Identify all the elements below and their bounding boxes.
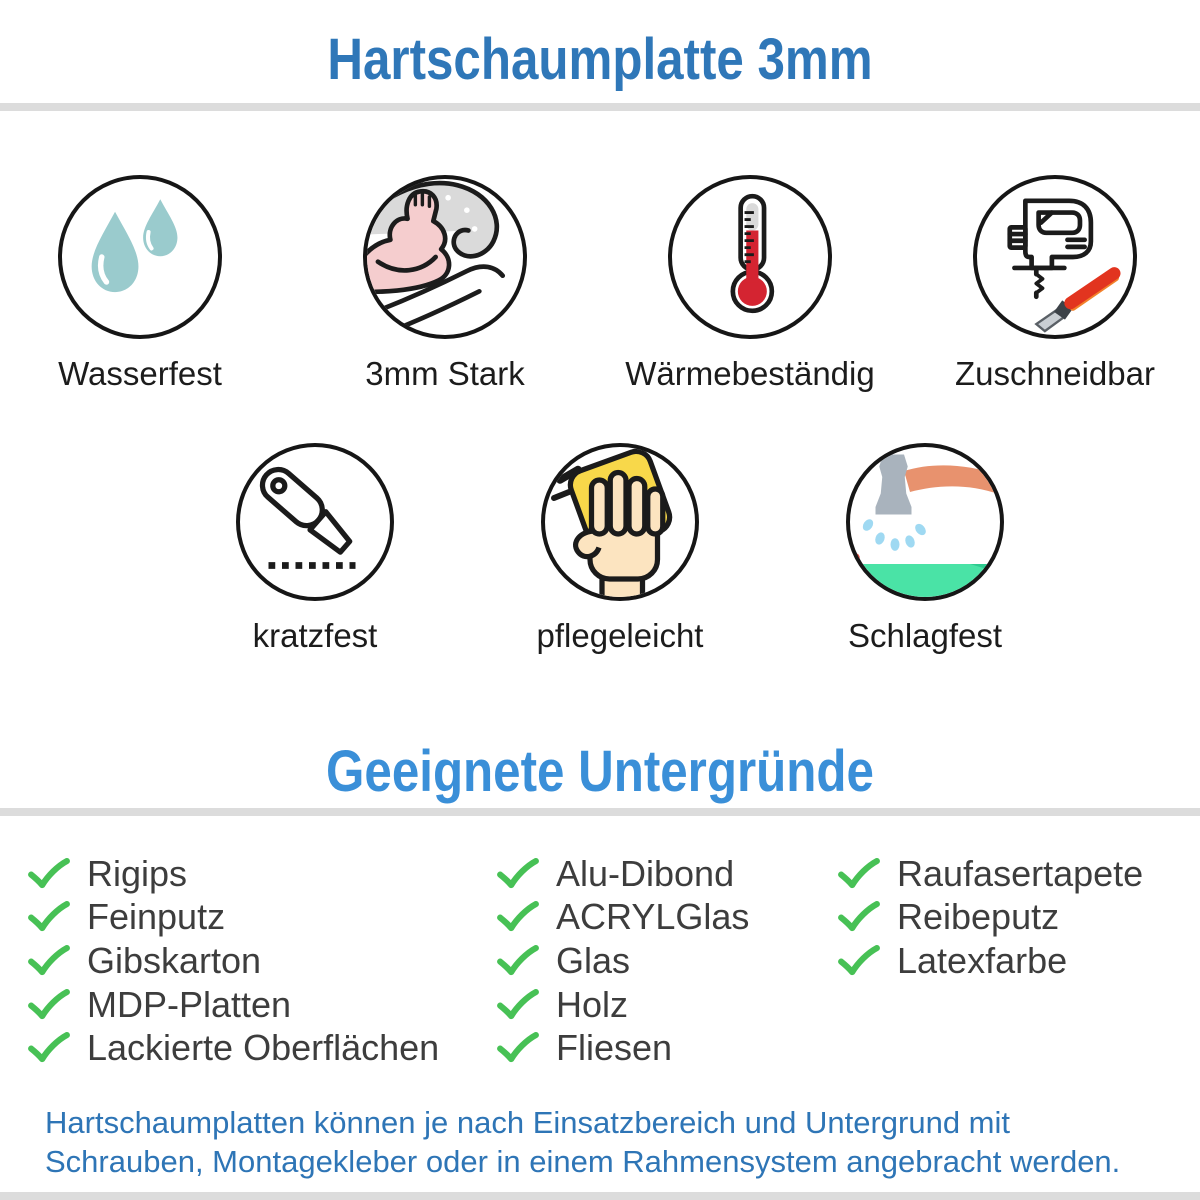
feature-waermebestaendig [610,175,890,393]
feature-schlagfest [785,443,1065,655]
list-item-label: Glas [556,939,631,981]
substrates-lists [0,852,1200,1092]
list-item-label: Rigips [87,852,188,894]
jigsaw-icon [977,179,1133,335]
icon-circle [363,175,527,339]
cleaning-hand-icon [545,447,695,597]
check-icon [497,989,539,1021]
feature-row-1 [0,175,1195,393]
icon-circle [58,175,222,339]
feature-wasserfest [0,175,280,393]
list-item-label: ACRYLGlas [556,896,750,938]
check-icon [28,945,70,977]
feature-label: Zuschneidbar [955,355,1155,392]
substrates-title: Geeignete Untergründe [326,739,874,804]
check-icon [497,901,539,933]
list-item-label: Feinputz [87,896,226,938]
feature-label: 3mm Stark [365,355,525,392]
substrates-column-3 [838,852,1143,983]
mounting-note-line-1: Hartschaumplatten können je nach Einsatzbereich und Untergrund mit [45,1105,1010,1140]
list-item [497,983,749,1027]
feature-kratzfest [175,443,455,655]
icon-circle [236,443,394,601]
list-item-label: Alu-Dibond [556,852,735,894]
list-item [28,852,439,896]
check-icon [838,945,880,977]
list-item-label: MDP-Platten [87,983,292,1025]
list-item [497,1026,749,1070]
list-item [497,852,749,896]
feature-zuschneidbar [915,175,1195,393]
feature-label: Wärmebeständig [625,355,875,392]
page-title: Hartschaumplatte 3mm [327,27,873,92]
check-icon [838,858,880,890]
hammer-icon [850,447,1000,597]
check-icon [497,858,539,890]
mounting-note-line-2: Schrauben, Montagekleber oder in einem Rahmensystem angebracht werden. [45,1143,1121,1179]
list-item [28,1026,439,1070]
check-icon [497,1032,539,1064]
divider-top [0,103,1200,111]
feature-label: Wasserfest [58,355,222,392]
feature-pflegeleicht [480,443,760,655]
list-item [28,983,439,1027]
cutter-knife [1036,273,1116,331]
substrates-column-2 [497,852,749,1070]
feature-label: Schlagfest [847,617,1003,654]
list-item [28,939,439,983]
check-icon [28,901,70,933]
divider-middle [0,808,1200,816]
list-item-label: Reibeputz [897,896,1060,938]
water-drops-icon [62,179,218,335]
list-item [838,852,1143,896]
list-item [28,896,439,940]
list-item-label: Holz [556,983,629,1025]
list-item [838,896,1143,940]
list-item-label: Fliesen [556,1027,673,1069]
list-item [497,939,749,983]
list-item-label: Latexfarbe [897,939,1068,981]
icon-circle [541,443,699,601]
feature-row-2 [175,443,1065,655]
thermometer-icon [672,179,828,335]
icon-circle [846,443,1004,601]
check-icon [28,1032,70,1064]
check-icon [497,945,539,977]
feature-label: kratzfest [252,617,378,654]
list-item-label: Raufasertapete [897,852,1144,894]
check-icon [28,858,70,890]
divider-bottom [0,1192,1200,1200]
icon-circle [973,175,1137,339]
mounting-note [45,1104,1185,1181]
substrates-column-1 [28,852,439,1070]
icon-circle [668,175,832,339]
feature-label: pflegeleicht [536,617,704,654]
list-item-label: Lackierte Oberflächen [87,1027,440,1069]
list-item [497,896,749,940]
check-icon [28,989,70,1021]
check-icon [838,901,880,933]
list-item-label: Gibskarton [87,939,262,981]
utility-knife-icon [240,447,390,597]
feature-3mm-stark [305,175,585,393]
muscle-arm-icon [367,179,523,335]
list-item [838,939,1143,983]
